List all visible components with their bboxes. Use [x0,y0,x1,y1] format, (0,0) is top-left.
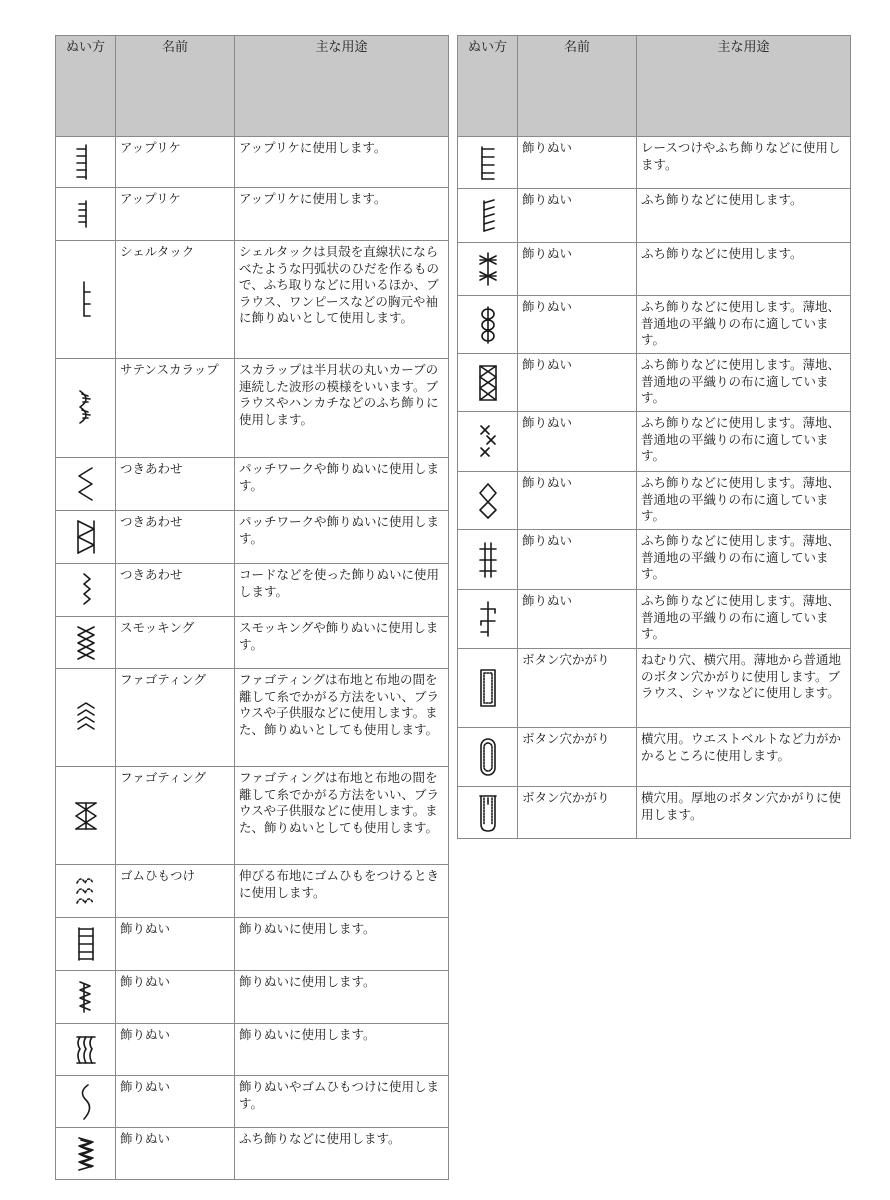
cross-stitch-icon [476,422,500,462]
stitch-use: ねむり穴、横穴用。薄地から普通地のボタン穴かがりに使用します。ブラウス、シャツなどに使用します。 [637,649,851,728]
table-row [458,728,851,787]
stitch-name: アップリケ [116,188,235,241]
stitch-name: つきあわせ [116,458,235,511]
zigzag-stitch-icon [74,465,98,503]
header-row [458,36,851,137]
slant-stitch-icon [476,197,500,235]
stitch-use: 伸びる布地にゴムひもをつけるときに使用します。 [235,865,449,918]
table-row [56,1128,449,1180]
stitch-use: パッチワークや飾りぬいに使用します。 [235,458,449,511]
stitch-use: ふち飾りなどに使用します。薄地、普通地の平織りの布に適しています。 [637,354,851,412]
stitch-use: 横穴用。厚地のボタン穴かがりに使用します。 [637,787,851,839]
table-row [458,354,851,412]
stitch-use: スカラップは半月状の丸いカーブの連続した波形の模様をいいます。ブラウスやハンカチなどのふち飾りに使用します。 [235,359,449,458]
table-row [458,296,851,354]
stitch-name: ゴムひもつけ [116,865,235,918]
table-row [56,865,449,918]
stitch-use: ふち飾りなどに使用します。薄地、普通地の平織りの布に適しています。 [637,472,851,530]
stitch-name: 飾りぬい [518,590,637,649]
table-row [458,472,851,530]
table-row [56,669,449,767]
header-method: ぬい方 [56,36,116,137]
box-cross-stitch-icon [476,363,500,403]
smocking-stitch-icon [74,624,98,662]
table-row [56,137,449,188]
header-method: ぬい方 [458,36,518,137]
stitch-table-right [457,35,851,839]
stitch-use: レースつけやふち飾りなどに使用します。 [637,137,851,189]
stitch-name: シェルタック [116,241,235,359]
table-row [56,458,449,511]
double-cross-bar-stitch-icon [476,540,500,580]
stitch-use: ふち飾りなどに使用します。 [637,243,851,296]
stitch-name: 飾りぬい [518,189,637,243]
stitch-name: 飾りぬい [518,472,637,530]
small-zigzag-stitch-icon [74,571,98,609]
stitch-name: ボタン穴かがり [518,649,637,728]
table-row [56,241,449,359]
stitch-name: アップリケ [116,137,235,188]
stitch-use: ふち飾りなどに使用します。 [235,1128,449,1180]
stitch-use: パッチワークや飾りぬいに使用します。 [235,511,449,564]
stitch-name: 飾りぬい [116,971,235,1024]
stitch-use: 飾りぬいに使用します。 [235,918,449,971]
star-stitch-icon [476,250,500,288]
table-row [56,1076,449,1128]
table-row [56,1024,449,1076]
stitch-name: 飾りぬい [116,1024,235,1076]
stitch-use: ふち飾りなどに使用します。 [637,189,851,243]
stitch-use: 飾りぬいやゴムひもつけに使用します。 [235,1076,449,1128]
stitch-use: 飾りぬいに使用します。 [235,971,449,1024]
stitch-name: ボタン穴かがり [518,787,637,839]
stitch-use: ふち飾りなどに使用します。薄地、普通地の平織りの布に適しています。 [637,590,851,649]
stitch-use: 飾りぬいに使用します。 [235,1024,449,1076]
stitch-use: ファゴティングは布地と布地の間を離して糸でかがる方法をいい、ブラウスや子供服などに使用します。また、飾りぬいとしても使用します。 [235,669,449,767]
table-row [458,137,851,189]
stitch-table-left [55,35,449,1180]
arrow-stitch-icon [74,978,98,1016]
stitch-name: ボタン穴かがり [518,728,637,787]
header-row [56,36,449,137]
stitch-use: シェルタックは貝殻を直線状にならべたような円弧状のひだを作るもので、ふち取りなどに用いるほか、ブラウス、ワンピースなどの胸元や袖に飾りぬいとして使用します。 [235,241,449,359]
buttonhole-square-icon [476,667,500,709]
table-row [56,511,449,564]
stitch-name: 飾りぬい [116,1076,235,1128]
stitch-name: ファゴティング [116,767,235,865]
diamond-stitch-icon [476,481,500,521]
fagoting-chevron-stitch-icon [74,700,98,736]
stitch-use: アップリケに使用します。 [235,137,449,188]
table-row [56,971,449,1024]
table-row [56,767,449,865]
stitch-name: 飾りぬい [518,412,637,472]
blanket-stitch-icon [476,144,500,182]
ladder-stitch-icon [74,925,98,963]
table-row [458,590,851,649]
buttonhole-bartack-icon [476,792,500,834]
table-row [458,649,851,728]
single-cross-bar-stitch-icon [476,599,500,639]
stitch-name: 飾りぬい [518,530,637,590]
comb-stitch-icon [74,143,98,181]
shell-tuck-stitch-icon [74,278,98,322]
stitch-name: つきあわせ [116,564,235,617]
satin-zigzag-stitch-icon [74,1134,98,1174]
satin-scallop-stitch-icon [74,385,98,431]
stitch-use: ふち飾りなどに使用します。薄地、普通地の平織りの布に適しています。 [637,412,851,472]
stitch-use: ふち飾りなどに使用します。薄地、普通地の平織りの布に適しています。 [637,296,851,354]
stitch-name: 飾りぬい [518,296,637,354]
header-name: 名前 [518,36,637,137]
stitch-use: ふち飾りなどに使用します。薄地、普通地の平織りの布に適しています。 [637,530,851,590]
table-row [458,243,851,296]
stitch-name: 飾りぬい [116,1128,235,1180]
elastic-stitch-icon [73,873,99,909]
stitch-name: つきあわせ [116,511,235,564]
short-comb-stitch-icon [74,199,98,229]
stitch-name: サテンスカラップ [116,359,235,458]
stitch-name: 飾りぬい [518,137,637,189]
table-row [458,787,851,839]
table-row [56,188,449,241]
table-row [458,189,851,243]
table-row [56,564,449,617]
stitch-use: ファゴティングは布地と布地の間を離して糸でかがる方法をいい、ブラウスや子供服などに使用します。また、飾りぬいとしても使用します。 [235,767,449,865]
leaf-stitch-icon [476,305,500,345]
table-row [56,359,449,458]
stitch-name: 飾りぬい [116,918,235,971]
loop-stitch-icon [73,1033,99,1067]
table-row [56,918,449,971]
wave-stitch-icon [74,1082,98,1122]
stitch-name: スモッキング [116,617,235,669]
table-row [458,530,851,590]
stitch-name: ファゴティング [116,669,235,767]
header-use: 主な用途 [235,36,449,137]
stitch-use: 横穴用。ウエストベルトなど力がかかるところに使用します。 [637,728,851,787]
stitch-name: 飾りぬい [518,243,637,296]
table-row [458,412,851,472]
table-row [56,617,449,669]
bar-zigzag-stitch-icon [74,518,98,556]
header-name: 名前 [116,36,235,137]
fagoting-cross-stitch-icon [73,798,99,834]
stitch-name: 飾りぬい [518,354,637,412]
stitch-use: アップリケに使用します。 [235,188,449,241]
stitch-use: コードなどを使った飾りぬいに使用します。 [235,564,449,617]
buttonhole-round-icon [476,736,500,778]
stitch-use: スモッキングや飾りぬいに使用します。 [235,617,449,669]
header-use: 主な用途 [637,36,851,137]
